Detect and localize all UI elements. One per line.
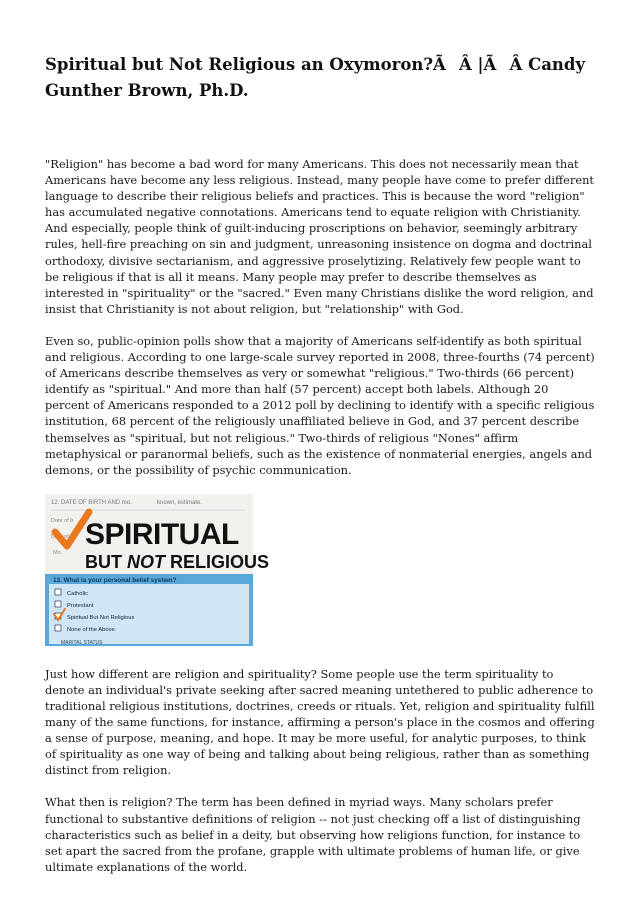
form-illustration [45, 494, 270, 646]
form-option: Spiritual But Not Religious [67, 614, 135, 621]
checkbox-icon [55, 601, 61, 607]
form-footer: MARITAL STATUS [61, 639, 103, 646]
form-question: 13. What is your personal belief system? [53, 576, 177, 584]
spiritual-but-not-religious-image [45, 494, 270, 646]
paragraph: Even so, public-opinion polls show that a majority of Americans self-identify as both spiritual and religious. According to one large-scale survey reported in 2008, three-fourths (74 percent) of Americans describe themselves as very or somewhat "religious." Two-thirds (66 percent) identify as "spiritual." And more than half (57 percent) accept both labels. Although 20 percent of Americans responded to a 2012 poll by declining to identify with a specific religious institution, 68 percent of the religiously unaffiliated believe in God, and 37 percent describe themselves as "spiritual, but not religious." Two-thirds of religious "Nones" affirm metaphysical or paranormal beliefs, such as the existence of nonmaterial energies, angels and demons, or the possibility of psychic communication. [45, 333, 595, 477]
form-top-text: Date of bi [51, 533, 75, 540]
form-top-text: 12. DATE OF BIRTH AND mo. [51, 499, 132, 506]
headline-spiritual: SPIRITUAL [85, 517, 239, 551]
form-option: Protestant [67, 602, 94, 609]
headline-but-not-religious: BUT NOT RELIGIOUS [85, 551, 270, 572]
paragraph: What then is religion? The term has been defined in myriad ways. Many scholars prefer functional to substantive definitions of religion -- not just checking off a list of distinguishing characteristics such as belief in a deity, but observing how religions function, for instance to set apart the sacred from the profane, grapple with ultimate problems of human life, or give ultimate explanations of the world. [45, 795, 581, 874]
form-top-text: Mo. [53, 549, 63, 556]
form-top-text: Date of b [51, 517, 74, 524]
document-body [45, 156, 595, 891]
form-option: Catholic [67, 590, 88, 597]
checkbox-icon [55, 625, 61, 631]
paragraph: "Religion" has become a bad word for many Americans. This does not necessarily mean that Americans have become any less religious. Instead, many people have come to prefer different language to describe their religious beliefs and practices. This is because the word "religion" has accumulated negative connotations. Americans tend to equate religion with Christianity. And especially, people think of guilt-inducing proscriptions on behavior, seemingly arbitrary rules, hell-fire preaching on sin and judgment, unreasoning insistence on dogma and doctrinal orthodoxy, divisive sectarianism, and aggressive proselytizing. Relatively few people want to be religious if that is all it means. Many people may prefer to describe themselves as interested in "spirituality" or the "sacred." Even many Christians dislike the word religion, and insist that Christianity is not about religion, but "relationship" with God. [45, 157, 594, 316]
form-top-estimate: known, estimate. [157, 499, 203, 506]
document-title: Spiritual but Not Religious an Oxymoron?ÃÂ |ÃÂ Candy Gunther Brown, Ph.D. [45, 55, 586, 100]
checkbox-icon [55, 589, 61, 595]
paragraph: Just how different are religion and spirituality? Some people use the term spirituality to denote an individual's private seeking after sacred meaning untethered to public adherence to traditional religious institutions, doctrines, creeds or rituals. Yet, religion and spirituality fulfill many of the same functions, for instance, affirming a person's place in the cosmos and offering a sense of purpose, meaning, and hope. It may be more useful, for analytic purposes, to think of spirituality as one way of being and talking about being religious, rather than as something distinct from religion. [45, 666, 595, 778]
form-option: None of the Above. [67, 626, 117, 633]
